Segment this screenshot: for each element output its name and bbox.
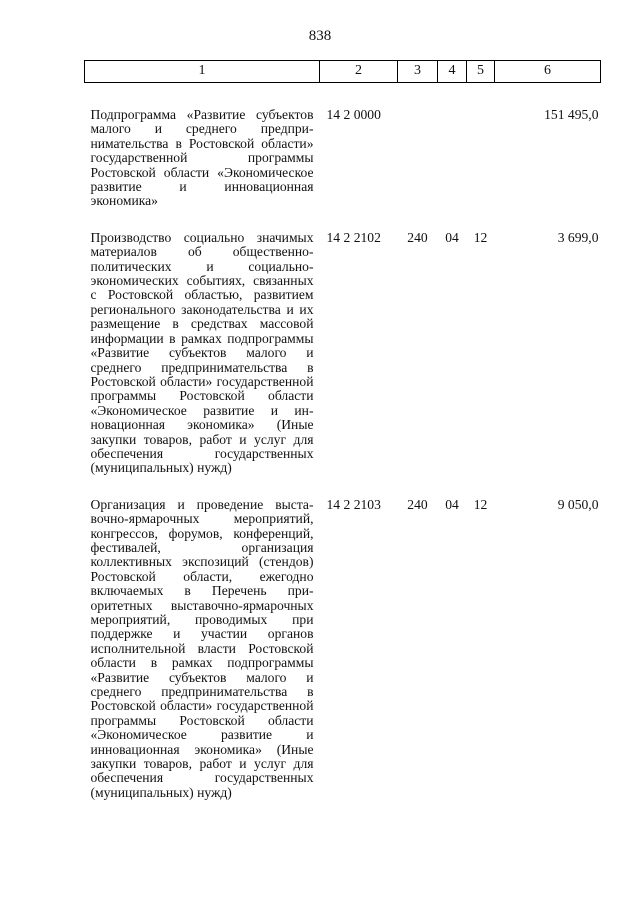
table-row — [85, 498, 601, 823]
row-subsection: 12 — [473, 496, 488, 512]
budget-table — [84, 60, 601, 822]
row-expense-type: 240 — [407, 496, 428, 512]
row-amount: 151 495,0 — [544, 107, 599, 122]
row-section — [438, 83, 467, 231]
page-number: 838 — [308, 28, 332, 44]
table-row — [85, 231, 601, 498]
table-body — [85, 83, 601, 823]
row-name: Организация и проведение выставочно-ярмарочных мероприятий, конгрессов, форумов, конференций, фестивалей, организация коллективных экспозиций (стендов) Ростовской области, ежегодно включаемых в Перечень приоритетных выставочно-ярмарочных мероприятий, проводимых при поддержке и участии органов исполнительной власти Ростовской области в рамках подпрограммы «Развитие субъектов малого и среднего предпринимательства в Ростовской области» государственной программы Ростовской области «Экономическое развитие и инновационная экономика» (Иные закупки товаров, работ и услуг для обеспечения государственных (муниципальных) нужд) — [90, 496, 314, 800]
header-row — [85, 61, 601, 83]
row-amount: 3 699,0 — [557, 229, 599, 245]
row-subsection: 12 — [473, 229, 488, 245]
header-col-3: 3 — [398, 61, 438, 83]
table-header — [85, 61, 601, 83]
row-target-code: 14 2 2103 — [326, 496, 381, 512]
header-col-6: 6 — [495, 61, 601, 83]
header-col-1: 1 — [85, 61, 320, 83]
row-target-code: 14 2 0000 — [326, 107, 381, 122]
row-section: 04 — [445, 496, 459, 512]
row-name: Производство социально значимых материалов об общественно-политических и социально-экономических событиях, связанных с Ростовской областью, развитием регионального законодательства и их размещение в средствах массовой информации в рамках подпрограммы «Развитие субъектов малого и среднего предпринимательства в Ростовской области» государственной программы Ростовской области «Экономическое развитие и инновационная экономика» (Иные закупки товаров, работ и услуг для обеспечения государственных (муниципальных) нужд) — [90, 229, 314, 476]
header-col-2: 2 — [320, 61, 398, 83]
row-subsection — [467, 83, 495, 231]
row-name: Подпрограмма «Развитие субъектов малого и среднего предпринимательства в Ростовской области» государственной программы Ростовской области «Экономическое развитие и инновационная экономика» — [90, 107, 314, 209]
row-expense-type — [398, 83, 438, 231]
header-col-5: 5 — [467, 61, 495, 83]
table-row — [85, 83, 601, 231]
row-amount: 9 050,0 — [557, 496, 599, 512]
row-expense-type: 240 — [407, 229, 428, 245]
row-target-code: 14 2 2102 — [326, 229, 381, 245]
header-col-4: 4 — [438, 61, 467, 83]
row-section: 04 — [445, 229, 459, 245]
